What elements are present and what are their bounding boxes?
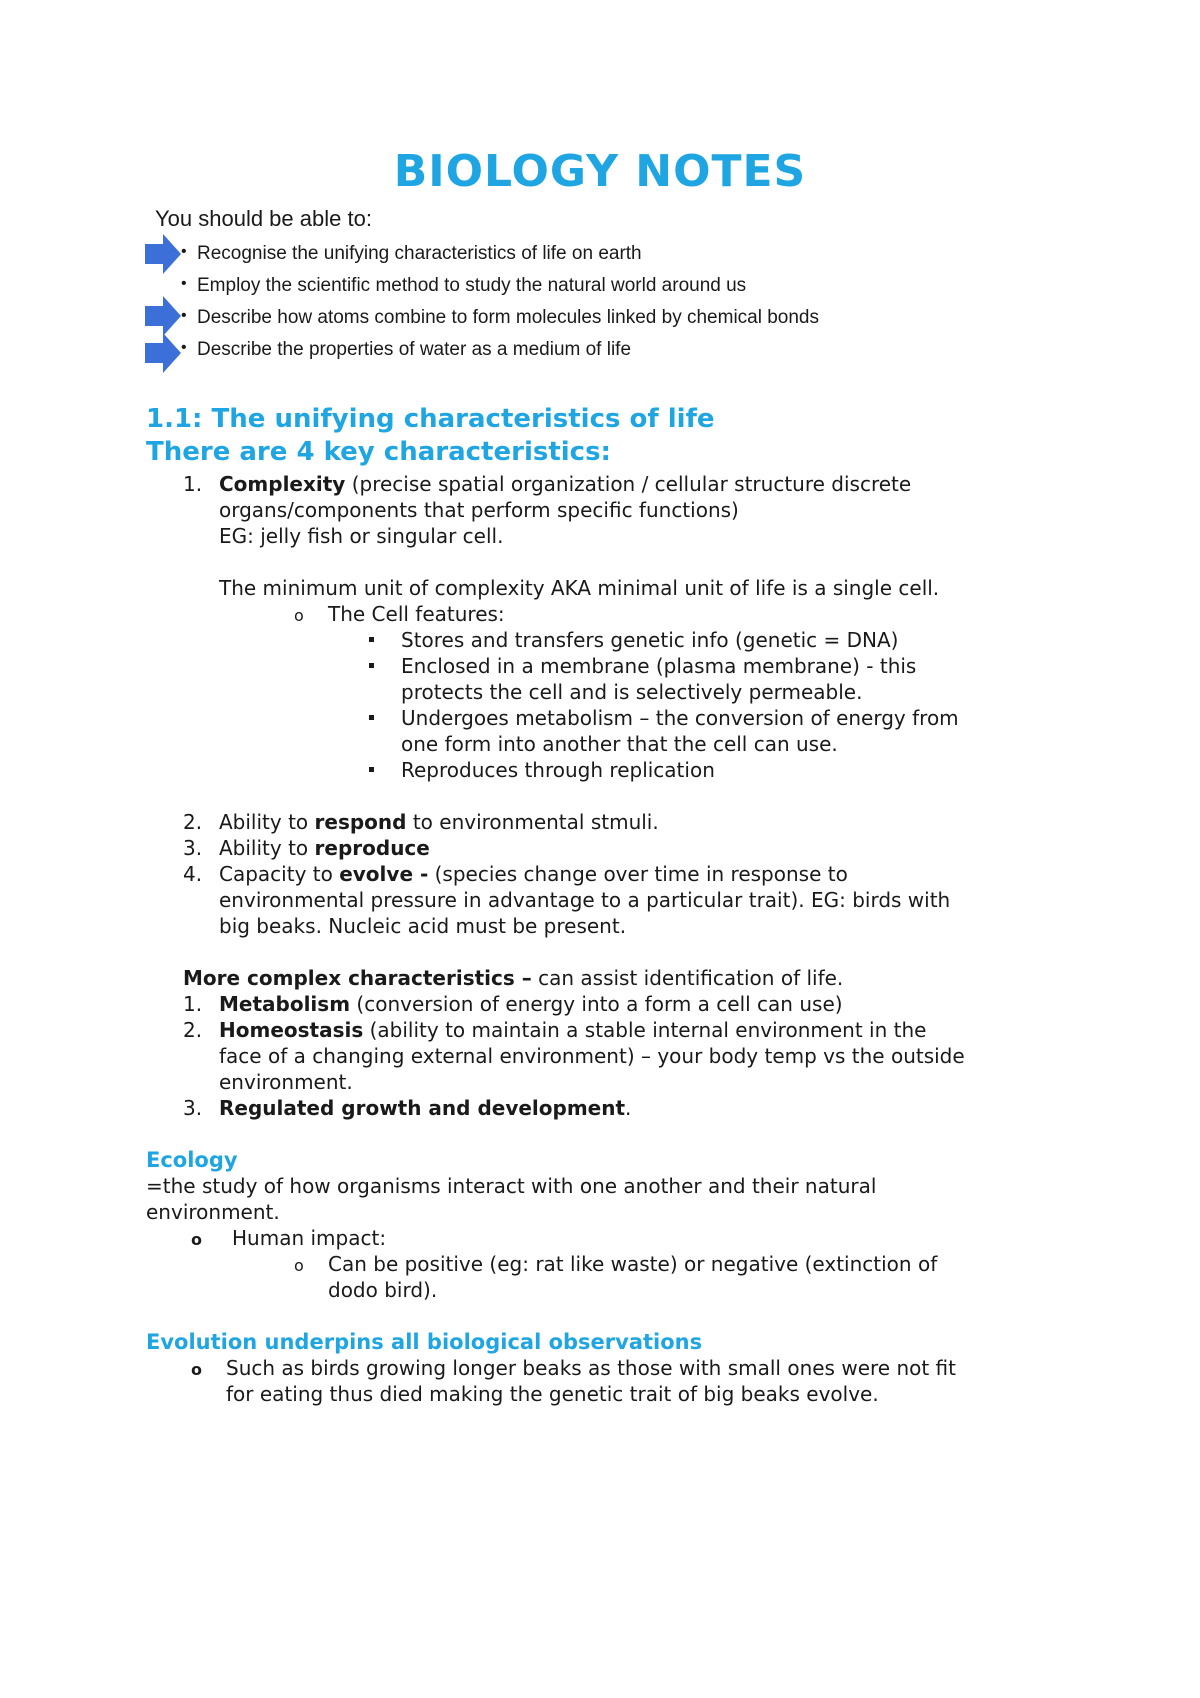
text-line: The minimum unit of complexity AKA minimal unit of life is a single cell. (219, 576, 940, 600)
characteristic-complexity: Complexity (precise spatial organization / cellular structure discrete (219, 472, 912, 496)
text-line: environmental pressure in advantage to a particular trait). EG: birds with (219, 888, 951, 912)
bullet-o-icon: o (294, 606, 304, 625)
complex-homeostasis: Homeostasis (ability to maintain a stable internal environment in the (219, 1018, 927, 1042)
list-item: Such as birds growing longer beaks as those with small ones were not fit (226, 1356, 956, 1380)
list-number: 4. (183, 862, 203, 886)
list-item: Reproduces through replication (401, 758, 715, 782)
evolution-heading: Evolution underpins all biological observations (146, 1330, 703, 1354)
bullet-square-icon (369, 715, 374, 720)
list-number: 2. (183, 810, 203, 834)
arrow-right-icon (145, 234, 181, 274)
text-line: environment. (219, 1070, 353, 1094)
text-line: big beaks. Nucleic acid must be present. (219, 914, 627, 938)
section-subheading: There are 4 key characteristics: (146, 437, 611, 467)
list-item: Human impact: (232, 1226, 387, 1250)
list-item: Can be positive (eg: rat like waste) or negative (extinction of (328, 1252, 938, 1276)
list-number: 3. (183, 836, 203, 860)
more-complex-heading: More complex characteristics – can assist identification of life. (183, 966, 844, 990)
characteristic-evolve: Capacity to evolve - (species change over time in response to (219, 862, 848, 886)
complex-growth: Regulated growth and development. (219, 1096, 632, 1120)
page-title: BIOLOGY NOTES (393, 146, 807, 197)
arrow-right-icon (145, 296, 181, 336)
objective-item: • Recognise the unifying characteristics of life on earth (181, 243, 642, 264)
arrow-right-icon (145, 333, 181, 373)
characteristic-reproduce: Ability to reproduce (219, 836, 430, 860)
list-number: 3. (183, 1096, 203, 1120)
characteristic-respond: Ability to respond to environmental stmuli. (219, 810, 659, 834)
section-heading: 1.1: The unifying characteristics of life (146, 404, 715, 434)
bullet-square-icon (369, 767, 374, 772)
text-line: dodo bird). (328, 1278, 438, 1302)
ecology-heading: Ecology (146, 1148, 238, 1172)
text-line: protects the cell and is selectively permeable. (401, 680, 863, 704)
bullet-o-icon: o (191, 1230, 202, 1249)
complex-metabolism: Metabolism (conversion of energy into a form a cell can use) (219, 992, 843, 1016)
objective-item: • Describe how atoms combine to form molecules linked by chemical bonds (181, 307, 819, 328)
text-line: =the study of how organisms interact with one another and their natural (146, 1174, 877, 1198)
bullet-square-icon (369, 663, 374, 668)
list-number: 1. (183, 992, 203, 1016)
list-number: 1. (183, 472, 203, 496)
objective-item: • Employ the scientific method to study the natural world around us (181, 275, 747, 296)
text-line: organs/components that perform specific functions) (219, 498, 739, 522)
bullet-o-icon: o (294, 1256, 304, 1275)
objective-item: • Describe the properties of water as a medium of life (181, 339, 632, 360)
bullet-square-icon (369, 637, 374, 642)
list-number: 2. (183, 1018, 203, 1042)
text-line: EG: jelly fish or singular cell. (219, 524, 504, 548)
list-item: Stores and transfers genetic info (genetic = DNA) (401, 628, 899, 652)
text-line: one form into another that the cell can use. (401, 732, 838, 756)
list-item: Undergoes metabolism – the conversion of energy from (401, 706, 959, 730)
list-item: Enclosed in a membrane (plasma membrane) - this (401, 654, 917, 678)
text-line: environment. (146, 1200, 280, 1224)
bullet-o-icon: o (191, 1360, 202, 1379)
text-line: face of a changing external environment) – your body temp vs the outside (219, 1044, 965, 1068)
text-line: for eating thus died making the genetic trait of big beaks evolve. (226, 1382, 879, 1406)
objectives-intro: You should be able to: (155, 206, 372, 231)
list-item: The Cell features: (328, 602, 505, 626)
